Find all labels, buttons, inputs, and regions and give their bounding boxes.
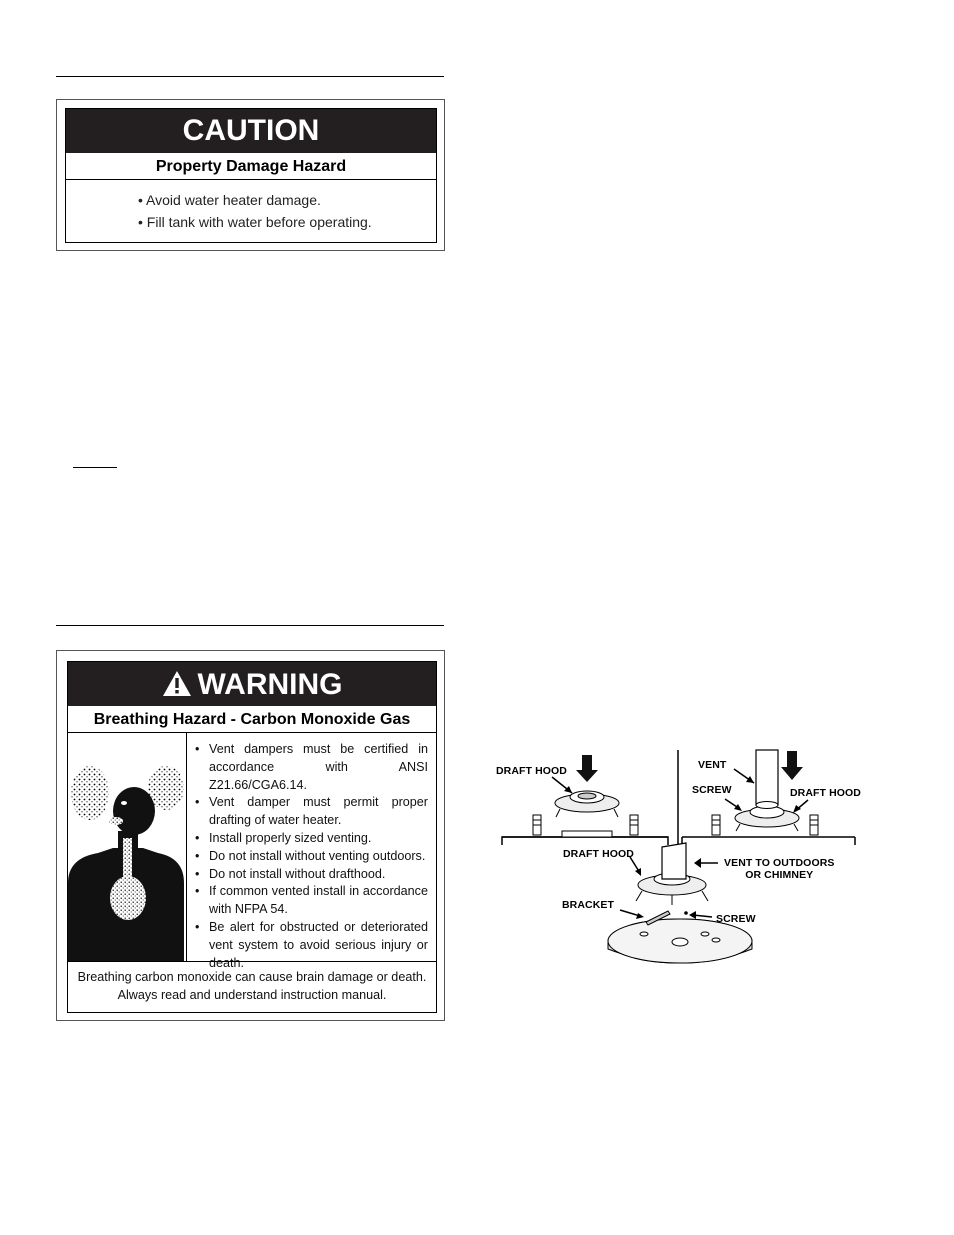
caution-label-inner xyxy=(65,108,437,243)
draft-hood-diagram xyxy=(490,745,870,980)
warning-bullet: • If common vented install in accordance with NFPA 54. xyxy=(188,883,428,919)
caution-bullet-list xyxy=(138,189,372,233)
caution-subtitle: Property Damage Hazard xyxy=(66,153,436,180)
warning-bullet: • Do not install without drafthood. xyxy=(188,866,428,884)
carbon-monoxide-pictogram xyxy=(68,733,187,961)
label-bracket: BRACKET xyxy=(562,899,615,911)
warning-label xyxy=(56,650,445,1021)
warning-footer-line2: Always read and understand instruction manual. xyxy=(117,988,387,1002)
warning-title: WARNING xyxy=(197,668,343,701)
warning-subtitle: Breathing Hazard - Carbon Monoxide Gas xyxy=(68,706,436,733)
label-draft-hood-right: DRAFT HOOD xyxy=(790,787,861,799)
warning-bullet: • Do not install without venting outdoors. xyxy=(188,848,428,866)
label-vent-to-outdoors: VENT TO OUTDOORS OR CHIMNEY xyxy=(724,857,835,881)
label-draft-hood-bottom: DRAFT HOOD xyxy=(563,848,634,860)
underline-stub xyxy=(73,467,117,468)
caution-bullet: • Avoid water heater damage. xyxy=(138,192,321,208)
label-draft-hood-left: DRAFT HOOD xyxy=(496,765,567,777)
label-screw-bottom: SCREW xyxy=(716,913,756,925)
caution-title: CAUTION xyxy=(66,109,436,153)
warning-bullet: • Install properly sized venting. xyxy=(188,830,428,848)
warning-footer xyxy=(68,961,436,1012)
warning-bullet: • Be alert for obstructed or deteriorated vent system to avoid serious injury or death. xyxy=(188,919,428,972)
person-breathing-gas-icon xyxy=(68,733,185,961)
caution-label xyxy=(56,99,445,251)
section-rule-middle xyxy=(56,625,444,626)
alert-triangle-icon xyxy=(162,670,192,697)
warning-title-bar xyxy=(68,662,436,706)
warning-footer-line1: Breathing carbon monoxide can cause brain damage or death. xyxy=(77,970,427,984)
warning-bullet-list xyxy=(188,741,428,972)
label-vent: VENT xyxy=(698,759,727,771)
warning-bullet: • Vent damper must permit proper drafting of water heater. xyxy=(188,794,428,830)
warning-label-inner xyxy=(67,661,437,1013)
caution-bullet: • Fill tank with water before operating. xyxy=(138,214,372,230)
label-screw-right: SCREW xyxy=(692,784,732,796)
section-rule-top xyxy=(56,76,444,77)
warning-bullet: • Vent dampers must be certified in accordance with ANSI Z21.66/CGA6.14. xyxy=(188,741,428,794)
